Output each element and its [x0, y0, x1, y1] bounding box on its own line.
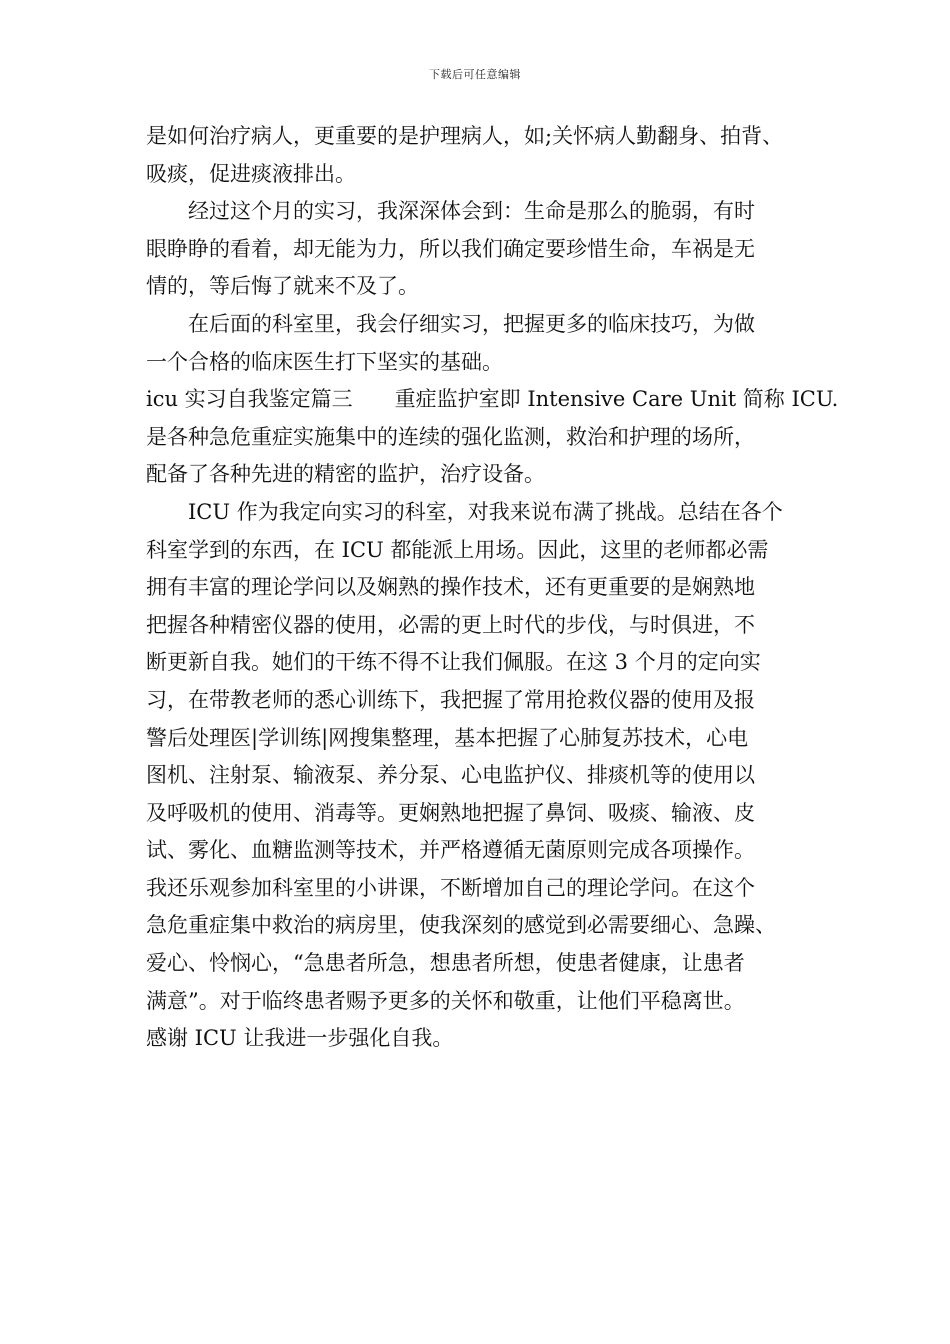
text-line: 眼睁睁的看着，却无能为力，所以我们确定要珍惜生命，车祸是无: [146, 236, 755, 261]
text-line: 及呼吸机的使用、消毒等。更娴熟地把握了鼻饲、吸痰、输液、皮: [146, 800, 755, 825]
text-line: 配备了各种先进的精密的监护，治疗设备。: [146, 462, 545, 487]
page-header: 下载后可任意编辑: [429, 68, 521, 81]
text-line: 感谢 ICU 让我进一步强化自我。: [146, 1026, 454, 1051]
text-line: 图机、注射泵、输液泵、养分泵、心电监护仪、排痰机等的使用以: [146, 763, 755, 788]
text-line: 在后面的科室里，我会仔细实习，把握更多的临床技巧，为做: [188, 311, 755, 336]
text-line: 急危重症集中救治的病房里，使我深刻的感觉到必需要细心、急躁、: [146, 913, 776, 938]
text-line: 满意”。对于临终患者赐予更多的关怀和敬重，让他们平稳离世。: [146, 988, 745, 1013]
text-line: 是各种急危重症实施集中的连续的强化监测，救治和护理的场所，: [146, 424, 755, 449]
body-text: [146, 118, 839, 1058]
text-line: 断更新自我。她们的干练不得不让我们佩服。在这 3 个月的定向实: [146, 650, 761, 675]
text-line: 把握各种精密仪器的使用，必需的更上时代的步伐，与时俱进，不: [146, 612, 755, 637]
text-line: 我还乐观参加科室里的小讲课，不断增加自己的理论学问。在这个: [146, 875, 755, 900]
text-line: 爱心、怜悯心，“急患者所急，想患者所想，使患者健康，让患者: [146, 951, 745, 976]
text-line: 一个合格的临床医生打下坚实的基础。: [146, 349, 503, 374]
text-line: ICU 作为我定向实习的科室，对我来说布满了挑战。总结在各个: [188, 499, 783, 524]
text-line: 是如何治疗病人，更重要的是护理病人，如;关怀病人勤翻身、拍背、: [146, 124, 784, 148]
text-line: 经过这个月的实习，我深深体会到：生命是那么的脆弱，有时: [188, 199, 755, 224]
text-line: 科室学到的东西，在 ICU 都能派上用场。因此，这里的老师都必需: [146, 537, 769, 562]
text-line: 试、雾化、血糖监测等技术，并严格遵循无菌原则完成各项操作。: [146, 838, 755, 863]
text-line: 情的，等后悔了就来不及了。: [146, 274, 419, 299]
section-title-line: icu 实习自我鉴定篇三 重症监护室即 Intensive Care Unit 简称 ICU.: [146, 387, 839, 412]
text-line: 吸痰，促进痰液排出。: [146, 161, 356, 186]
text-line: 习，在带教老师的悉心训练下，我把握了常用抢救仪器的使用及报: [146, 687, 755, 712]
text-line: 拥有丰富的理论学问以及娴熟的操作技术，还有更重要的是娴熟地: [146, 575, 755, 600]
text-line: 警后处理医|学训练|网搜集整理，基本把握了心肺复苏技术，心电: [146, 725, 749, 750]
